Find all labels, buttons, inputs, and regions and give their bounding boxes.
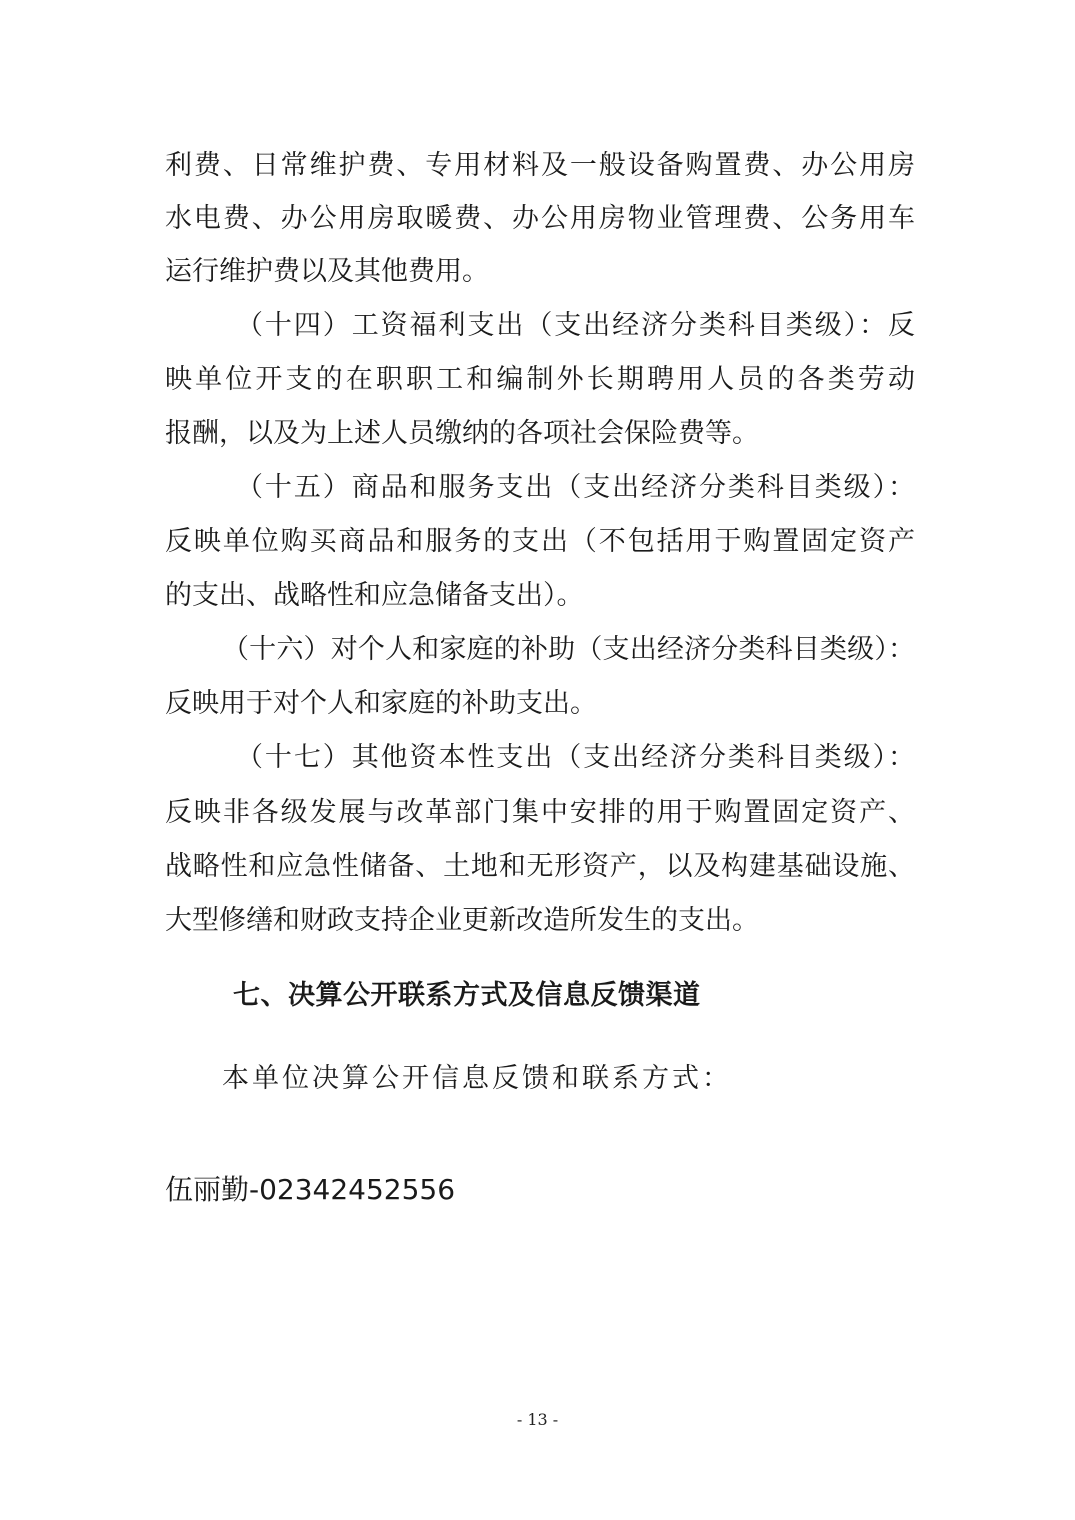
paragraph-line: 大型修缮和财政支持企业更新改造所发生的支出。 bbox=[165, 905, 759, 936]
paragraph-line: 利费、日常维护费、专用材料及一般设备购置费、办公用房 bbox=[165, 150, 915, 181]
contact-info: 伍丽勤-02342452556 bbox=[165, 1173, 456, 1206]
paragraph-line: 战略性和应急性储备、土地和无形资产，以及构建基础设施、 bbox=[165, 851, 915, 882]
paragraph-line: 的支出、战略性和应急储备支出）。 bbox=[165, 580, 584, 611]
paragraph-line: 反映非各级发展与改革部门集中安排的用于购置固定资产、 bbox=[165, 797, 915, 828]
paragraph-line: 运行维护费以及其他费用。 bbox=[165, 256, 489, 287]
paragraph-line: 报酬，以及为上述人员缴纳的各项社会保险费等。 bbox=[165, 418, 759, 449]
paragraph-line: 反映单位购买商品和服务的支出（不包括用于购置固定资产 bbox=[165, 526, 915, 557]
paragraph-line: （十六）对个人和家庭的补助（支出经济分类科目类级）： bbox=[222, 634, 915, 665]
paragraph-line: 映单位开支的在职职工和编制外长期聘用人员的各类劳动 bbox=[165, 364, 915, 395]
section-heading: 七、决算公开联系方式及信息反馈渠道 bbox=[233, 980, 701, 1011]
page-number: - 13 - bbox=[516, 1410, 559, 1429]
contact-intro: 本单位决算公开信息反馈和联系方式： bbox=[222, 1063, 732, 1094]
paragraph-line: 反映用于对个人和家庭的补助支出。 bbox=[165, 688, 597, 719]
paragraph-line: （十五）商品和服务支出（支出经济分类科目类级）： bbox=[236, 472, 915, 503]
paragraph-line: （十四）工资福利支出（支出经济分类科目类级）：反 bbox=[236, 310, 915, 341]
paragraph-line: 水电费、办公用房取暖费、办公用房物业管理费、公务用车 bbox=[165, 203, 915, 234]
paragraph-line: （十七）其他资本性支出（支出经济分类科目类级）： bbox=[236, 742, 915, 773]
